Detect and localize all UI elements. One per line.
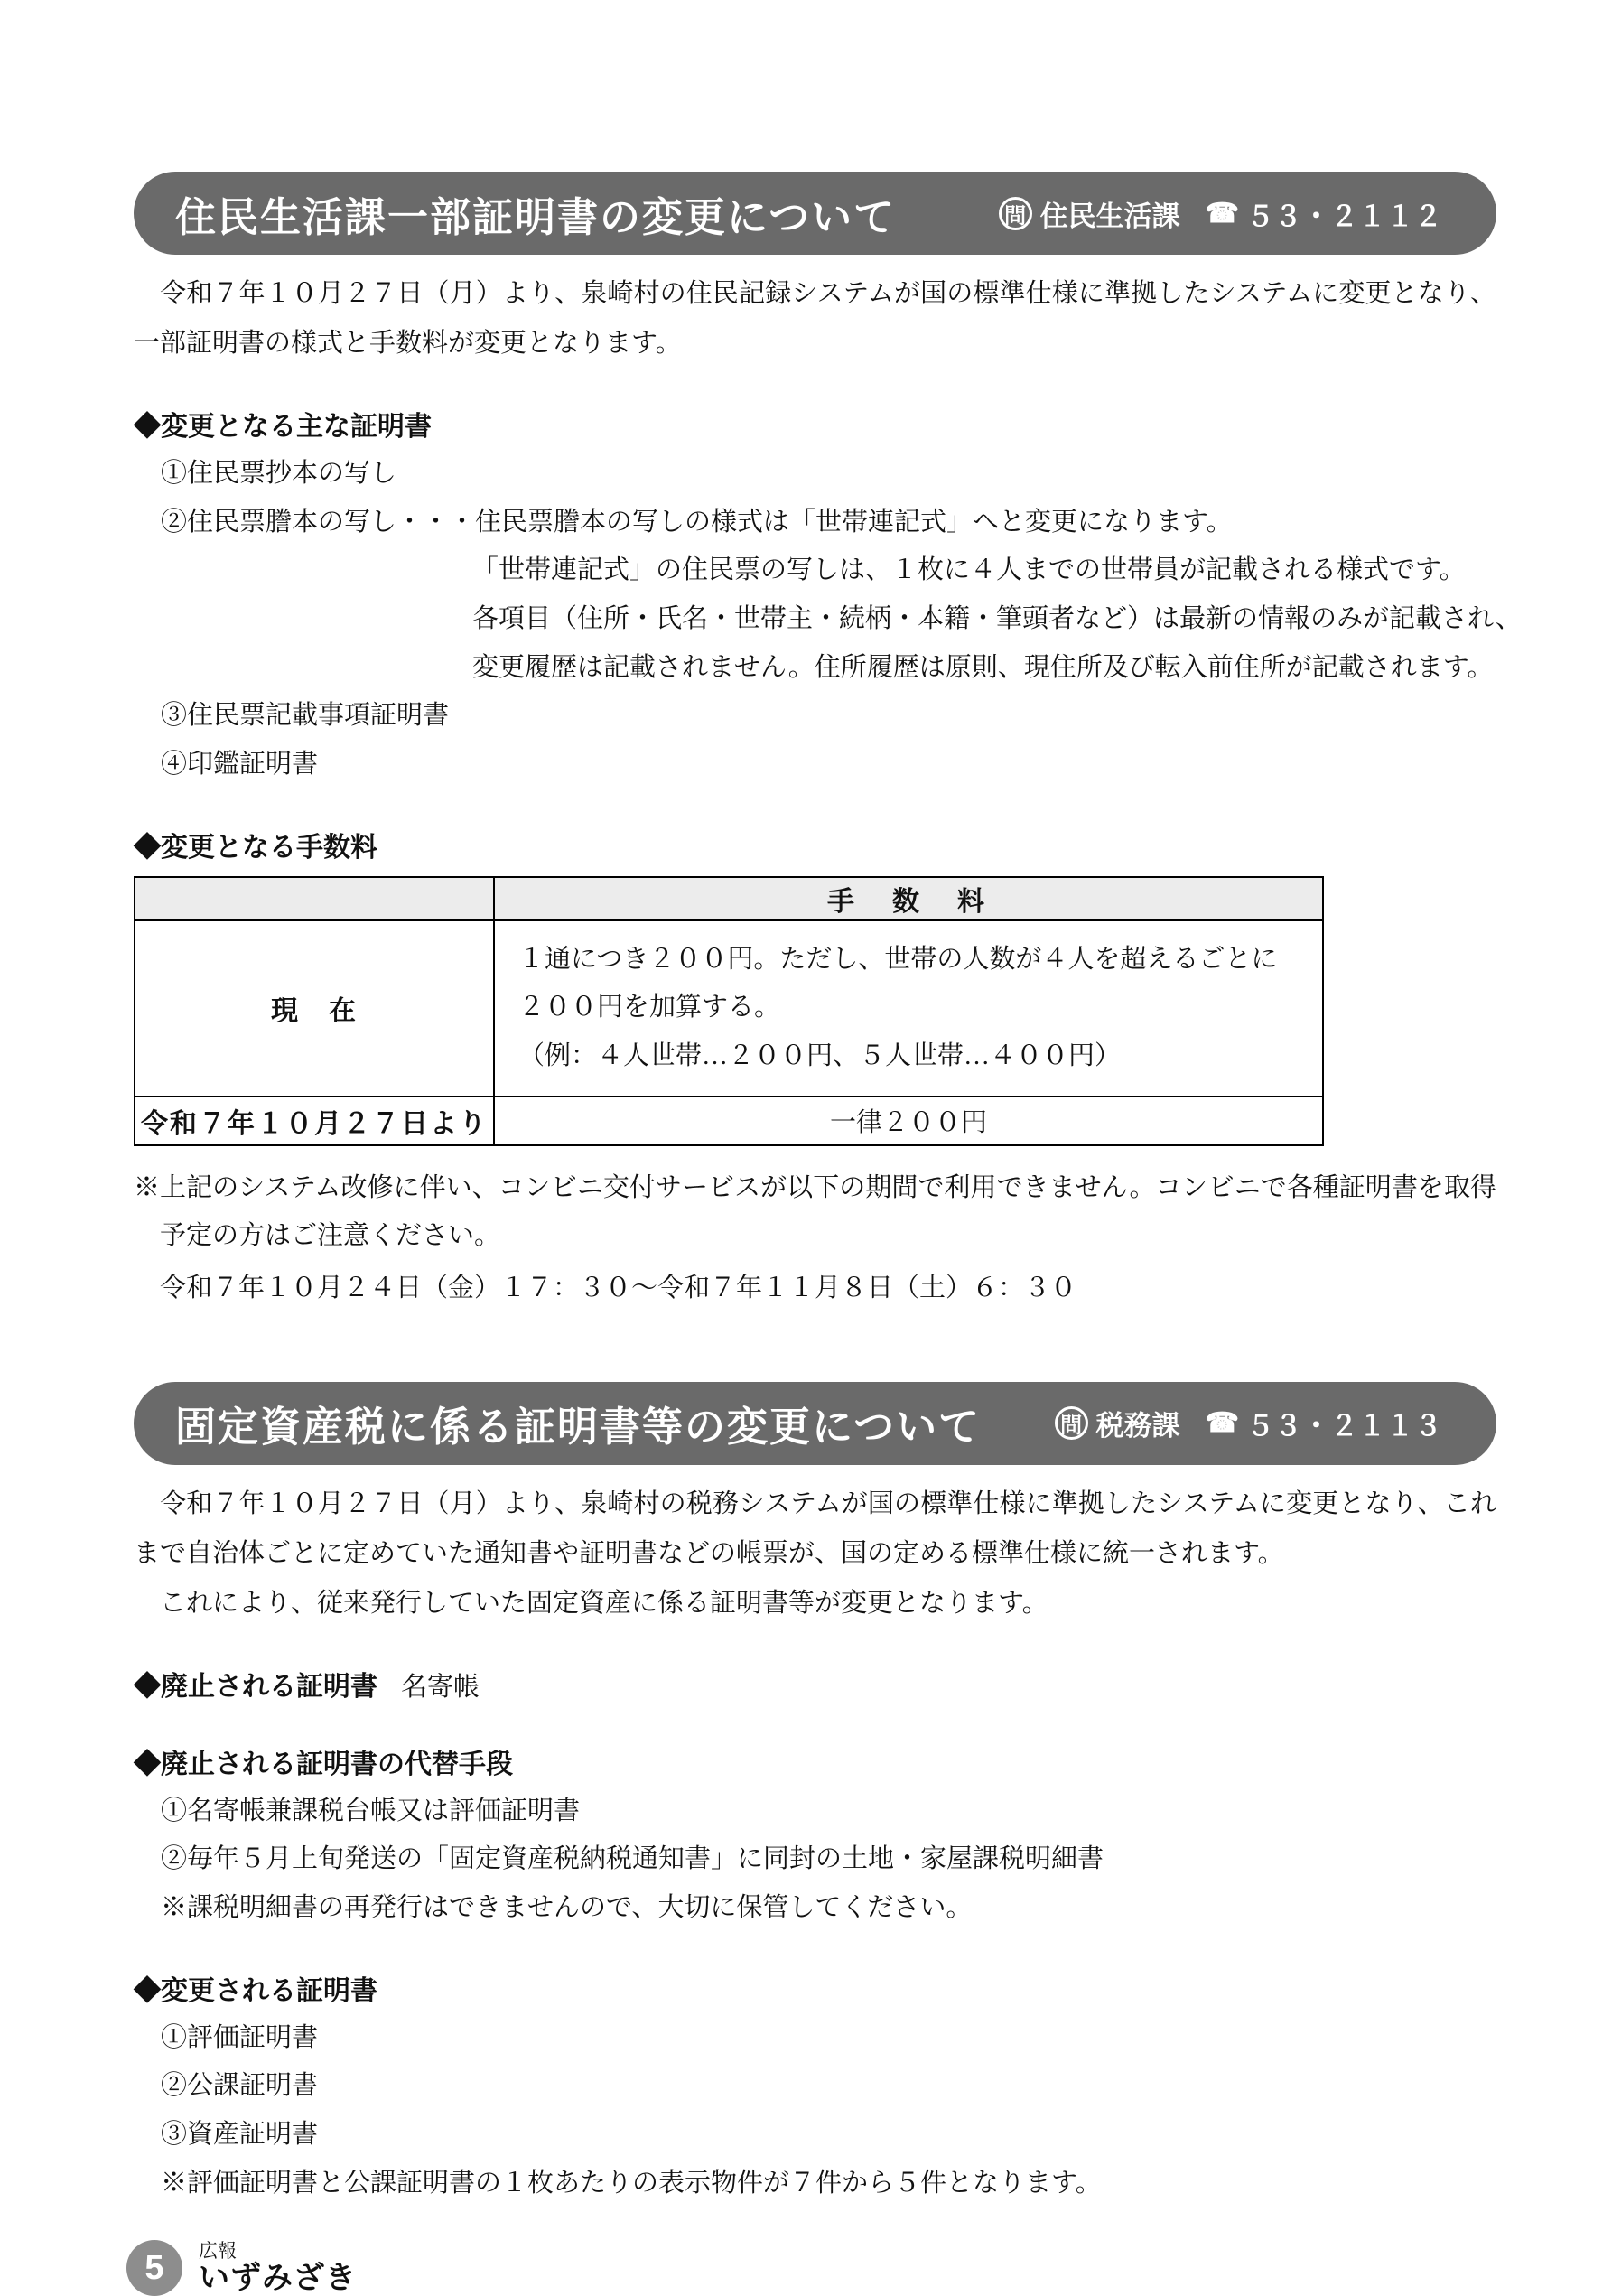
section2-contact xyxy=(1055,1403,1442,1443)
table-row-new xyxy=(135,1097,1323,1145)
heading-changed-fees: ◆変更となる手数料 xyxy=(134,832,377,863)
list-item: ②住民票謄本の写し・・・住民票謄本の写しの様式は「世帯連記式」へと変更になります。 xyxy=(161,507,1233,537)
certificate-list xyxy=(134,450,1522,789)
fee-table-header-row xyxy=(135,877,1323,920)
phone-icon: ☎ xyxy=(1205,198,1239,229)
alternatives-list xyxy=(134,1787,1496,1933)
row-current-value xyxy=(494,920,1323,1097)
section1-intro: 令和７年１０月２７日（月）より、泉崎村の住民記録システムが国の標準仕様に準拠したシステムに変更となり、一部証明書の様式と手数料が変更となります。 xyxy=(134,279,1496,359)
inquiry-icon: 問 xyxy=(999,197,1032,230)
abolished-certificate-name: 名寄帳 xyxy=(401,1672,480,1702)
outage-period: 令和７年１０月２４日（金）１７：３０～令和７年１１月８日（土）６：３０ xyxy=(160,1273,1077,1302)
page-footer xyxy=(126,2240,1496,2296)
row-new-label: 令和７年１０月２７日より xyxy=(135,1097,494,1145)
convenience-store-note: ※上記のシステム改修に伴い、コンビニ交付サービスが以下の期間で利用できません。コンビニで各種証明書を取得予定の方はご注意ください。 xyxy=(134,1172,1496,1251)
fee-example-line: （例：４人世帯…２００円、５人世帯…４００円） xyxy=(518,1041,1122,1070)
section1-title-bar xyxy=(134,172,1496,255)
publication-title xyxy=(199,2241,357,2295)
fee-table xyxy=(134,876,1324,1146)
phone-icon: ☎ xyxy=(1205,1408,1239,1439)
list-note: ※課税明細書の再発行はできませんので、大切に保管してください。 xyxy=(161,1893,973,1923)
section1-title: 住民生活課一部証明書の変更について xyxy=(175,193,897,240)
fee-table-header-empty xyxy=(135,877,494,920)
list-note: ※評価証明書と公課証明書の１枚あたりの表示物件が７件から５件となります。 xyxy=(161,2168,1102,2198)
list-item: ④印鑑証明書 xyxy=(161,750,319,779)
detail-line: 各項目（住所・氏名・世帯主・続柄・本籍・筆頭者など）は最新の情報のみが記載され、 xyxy=(472,604,1522,634)
detail-line: 「世帯連記式」の住民票の写しは、１枚に４人までの世帯員が記載される様式です。 xyxy=(472,555,1466,585)
heading-changed-certificates: ◆変更となる主な証明書 xyxy=(134,412,432,443)
list-item: ①住民票抄本の写し xyxy=(161,459,397,489)
heading-alternatives: ◆廃止される証明書の代替手段 xyxy=(134,1749,513,1779)
row-current-label: 現 在 xyxy=(135,920,494,1097)
list-item: ③資産証明書 xyxy=(161,2120,319,2149)
list-item: ③住民票記載事項証明書 xyxy=(161,701,450,731)
publication-label: 広報 xyxy=(199,2241,237,2263)
list-item: ①名寄帳兼課税台帳又は評価証明書 xyxy=(161,1796,581,1825)
list-item: ②毎年５月上旬発送の「固定資産税納税通知書」に同封の土地・家屋課税明細書 xyxy=(161,1844,1104,1874)
changed-list xyxy=(134,2014,1496,2208)
publication-name: いずみざき xyxy=(199,2261,357,2296)
section2-title: 固定資産税に係る証明書等の変更について xyxy=(175,1404,982,1451)
detail-line: 変更履歴は記載されません。住所履歴は原則、現住所及び転入前住所が記載されます。 xyxy=(472,652,1494,682)
table-row-current xyxy=(135,920,1323,1097)
inquiry-icon: 問 xyxy=(1055,1406,1088,1440)
heading-abolished-label: ◆廃止される証明書 xyxy=(134,1671,377,1702)
list-item-detail-block xyxy=(161,546,1522,692)
heading-abolished-certificates xyxy=(134,1668,1496,1706)
section2-intro: 令和７年１０月２７日（月）より、泉崎村の税務システムが国の標準仕様に準拠したシステムに変更となり、これまで自治体ごとに定めていた通知書や証明書などの帳票が、国の定める標準仕様に統一されます。 xyxy=(134,1489,1496,1568)
page-number: 5 xyxy=(144,2248,164,2287)
row-new-value: 一律２００円 xyxy=(494,1097,1323,1145)
heading-changed-certificates-2: ◆変更される証明書 xyxy=(134,1975,377,2006)
page-number-badge xyxy=(126,2240,182,2296)
phone-number: ５３・２１１２ xyxy=(1246,200,1442,232)
list-item: ②公課証明書 xyxy=(161,2071,319,2101)
fee-rule-line: １通につき２００円。ただし、世帯の人数が４人を超えるごとに２００円を加算する。 xyxy=(518,944,1278,1022)
section2-intro2: これにより、従来発行していた固定資産に係る証明書等が変更となります。 xyxy=(134,1588,1048,1618)
section2-title-bar xyxy=(134,1382,1496,1465)
fee-table-header-fee: 手 数 料 xyxy=(494,877,1323,920)
list-item: ①評価証明書 xyxy=(161,2022,319,2052)
contact-dept: 税務課 xyxy=(1095,1410,1180,1442)
phone-number: ５３・２１１３ xyxy=(1246,1410,1442,1442)
section1-contact xyxy=(999,193,1442,234)
contact-dept: 住民生活課 xyxy=(1039,200,1180,232)
